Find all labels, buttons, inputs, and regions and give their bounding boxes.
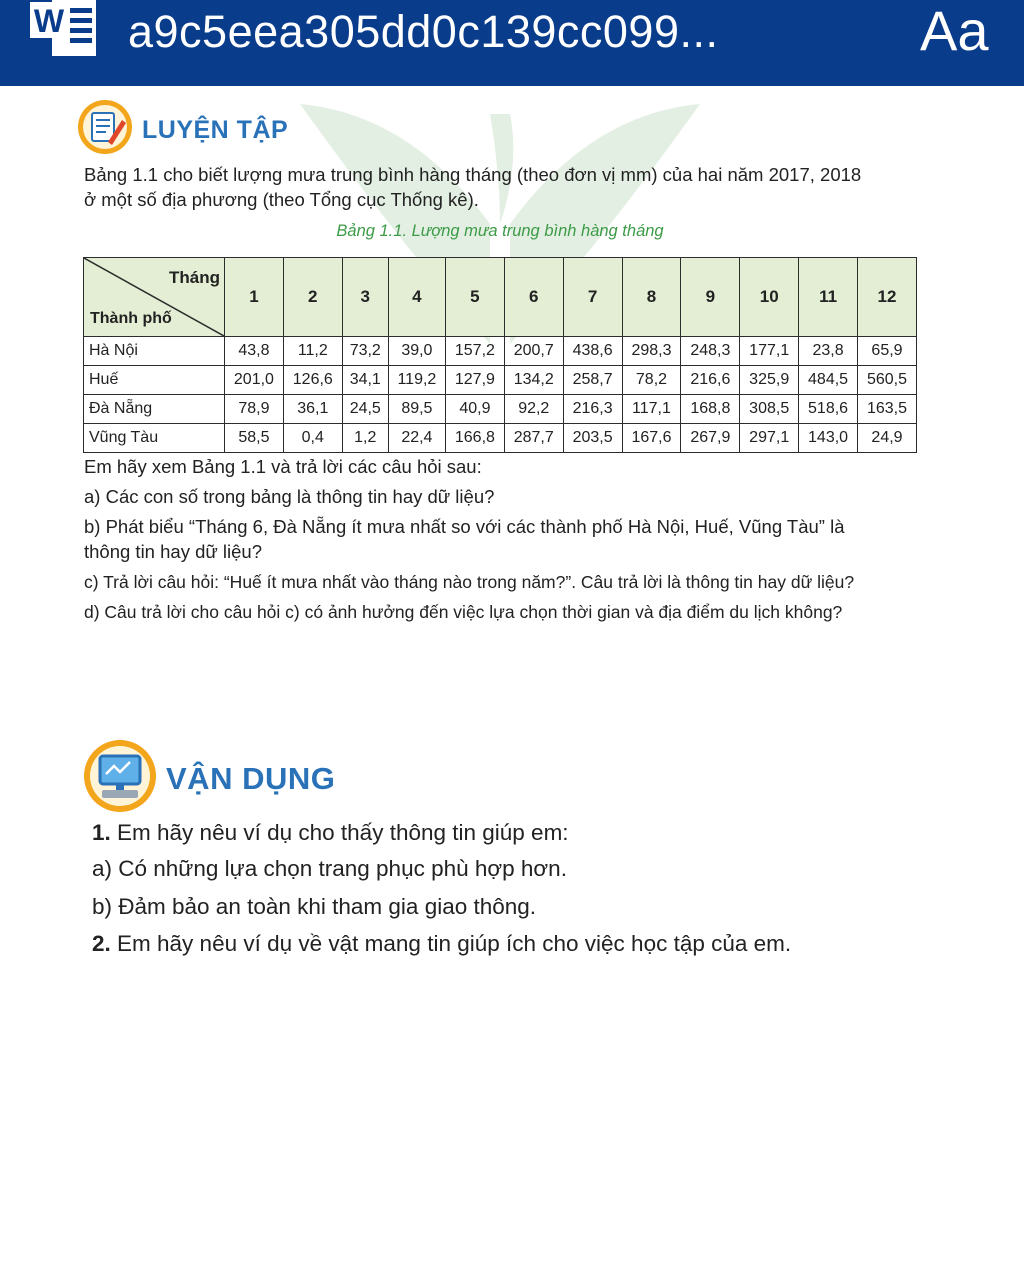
value-cell: 78,2 bbox=[622, 366, 681, 395]
month-header: 5 bbox=[445, 258, 504, 337]
city-cell: Hà Nội bbox=[84, 337, 225, 366]
month-header: 8 bbox=[622, 258, 681, 337]
table-header-row bbox=[84, 258, 917, 337]
value-cell: 168,8 bbox=[681, 395, 740, 424]
intro-line-2: ở một số địa phương (theo Tổng cục Thống kê). bbox=[84, 189, 479, 210]
document-title: a9c5eea305dd0c139cc099... bbox=[128, 6, 719, 57]
value-cell: 24,9 bbox=[857, 424, 916, 453]
month-header: 9 bbox=[681, 258, 740, 337]
value-cell: 39,0 bbox=[388, 337, 445, 366]
rainfall-table bbox=[83, 257, 917, 453]
value-cell: 438,6 bbox=[563, 337, 622, 366]
word-icon[interactable] bbox=[30, 0, 100, 56]
value-cell: 119,2 bbox=[388, 366, 445, 395]
value-cell: 134,2 bbox=[504, 366, 563, 395]
question-b-line-2: thông tin hay dữ liệu? bbox=[84, 541, 262, 562]
van-dung-item-1 bbox=[92, 818, 569, 848]
city-cell: Đà Nẵng bbox=[84, 395, 225, 424]
value-cell: 287,7 bbox=[504, 424, 563, 453]
value-cell: 126,6 bbox=[283, 366, 342, 395]
value-cell: 143,0 bbox=[799, 424, 858, 453]
corner-month-label: Tháng bbox=[169, 268, 220, 287]
table-row bbox=[84, 424, 917, 453]
city-cell: Huế bbox=[84, 366, 225, 395]
table-row bbox=[84, 366, 917, 395]
table-row bbox=[84, 337, 917, 366]
computer-icon bbox=[82, 738, 158, 814]
value-cell: 58,5 bbox=[225, 424, 284, 453]
value-cell: 216,6 bbox=[681, 366, 740, 395]
value-cell: 36,1 bbox=[283, 395, 342, 424]
value-cell: 22,4 bbox=[388, 424, 445, 453]
value-cell: 43,8 bbox=[225, 337, 284, 366]
van-dung-item-1b: b) Đảm bảo an toàn khi tham gia giao thông. bbox=[92, 894, 537, 919]
month-header: 4 bbox=[388, 258, 445, 337]
value-cell: 258,7 bbox=[563, 366, 622, 395]
value-cell: 24,5 bbox=[342, 395, 388, 424]
item-2-number: 2. bbox=[92, 931, 111, 956]
value-cell: 166,8 bbox=[445, 424, 504, 453]
question-a: a) Các con số trong bảng là thông tin hay dữ liệu? bbox=[84, 486, 495, 507]
table-caption: Bảng 1.1. Lượng mưa trung bình hàng tháng bbox=[336, 222, 664, 240]
value-cell: 267,9 bbox=[681, 424, 740, 453]
value-cell: 40,9 bbox=[445, 395, 504, 424]
table-row bbox=[84, 395, 917, 424]
value-cell: 117,1 bbox=[622, 395, 681, 424]
value-cell: 11,2 bbox=[283, 337, 342, 366]
questions-prompt: Em hãy xem Bảng 1.1 và trả lời các câu hỏi sau: bbox=[84, 456, 482, 477]
value-cell: 248,3 bbox=[681, 337, 740, 366]
month-header: 7 bbox=[563, 258, 622, 337]
question-c: c) Trả lời câu hỏi: “Huế ít mưa nhất vào tháng nào trong năm?”. Câu trả lời là thông tin hay dữ liệu? bbox=[84, 572, 855, 592]
item-1-number: 1. bbox=[92, 820, 111, 845]
value-cell: 65,9 bbox=[857, 337, 916, 366]
item-1-text: Em hãy nêu ví dụ cho thấy thông tin giúp em: bbox=[117, 820, 569, 845]
question-d: d) Câu trả lời cho câu hỏi c) có ảnh hưởng đến việc lựa chọn thời gian và địa điểm du lịch không? bbox=[84, 602, 843, 622]
value-cell: 297,1 bbox=[740, 424, 799, 453]
value-cell: 325,9 bbox=[740, 366, 799, 395]
value-cell: 23,8 bbox=[799, 337, 858, 366]
value-cell: 78,9 bbox=[225, 395, 284, 424]
notepad-pencil-icon bbox=[76, 98, 134, 156]
month-header: 6 bbox=[504, 258, 563, 337]
value-cell: 89,5 bbox=[388, 395, 445, 424]
value-cell: 177,1 bbox=[740, 337, 799, 366]
value-cell: 157,2 bbox=[445, 337, 504, 366]
intro-line-1: Bảng 1.1 cho biết lượng mưa trung bình hàng tháng (theo đơn vị mm) của hai năm 2017, 2018 bbox=[84, 164, 862, 185]
van-dung-heading: VẬN DỤNG bbox=[166, 761, 336, 796]
luyen-tap-heading: LUYỆN TẬP bbox=[142, 116, 289, 144]
value-cell: 560,5 bbox=[857, 366, 916, 395]
city-cell: Vũng Tàu bbox=[84, 424, 225, 453]
value-cell: 163,5 bbox=[857, 395, 916, 424]
value-cell: 92,2 bbox=[504, 395, 563, 424]
van-dung-item-2 bbox=[92, 929, 791, 959]
value-cell: 167,6 bbox=[622, 424, 681, 453]
value-cell: 216,3 bbox=[563, 395, 622, 424]
table-corner-cell bbox=[84, 258, 225, 337]
month-header: 1 bbox=[225, 258, 284, 337]
value-cell: 298,3 bbox=[622, 337, 681, 366]
month-header: 12 bbox=[857, 258, 916, 337]
corner-city-label: Thành phố bbox=[90, 310, 172, 327]
value-cell: 518,6 bbox=[799, 395, 858, 424]
value-cell: 201,0 bbox=[225, 366, 284, 395]
item-2-text: Em hãy nêu ví dụ về vật mang tin giúp ích cho việc học tập của em. bbox=[117, 931, 792, 956]
document-page[interactable] bbox=[0, 86, 1024, 1280]
value-cell: 34,1 bbox=[342, 366, 388, 395]
month-header: 3 bbox=[342, 258, 388, 337]
month-header: 11 bbox=[799, 258, 858, 337]
value-cell: 200,7 bbox=[504, 337, 563, 366]
text-size-button[interactable]: Aa bbox=[920, 0, 989, 62]
value-cell: 308,5 bbox=[740, 395, 799, 424]
value-cell: 1,2 bbox=[342, 424, 388, 453]
question-b-line-1: b) Phát biểu “Tháng 6, Đà Nẵng ít mưa nhất so với các thành phố Hà Nội, Huế, Vũng Tàu” là bbox=[84, 516, 845, 537]
month-header: 10 bbox=[740, 258, 799, 337]
value-cell: 127,9 bbox=[445, 366, 504, 395]
value-cell: 203,5 bbox=[563, 424, 622, 453]
van-dung-item-1a: a) Có những lựa chọn trang phục phù hợp hơn. bbox=[92, 856, 567, 881]
value-cell: 73,2 bbox=[342, 337, 388, 366]
month-header: 2 bbox=[283, 258, 342, 337]
value-cell: 0,4 bbox=[283, 424, 342, 453]
svg-text:W: W bbox=[33, 3, 65, 39]
value-cell: 484,5 bbox=[799, 366, 858, 395]
app-header bbox=[0, 0, 1024, 86]
